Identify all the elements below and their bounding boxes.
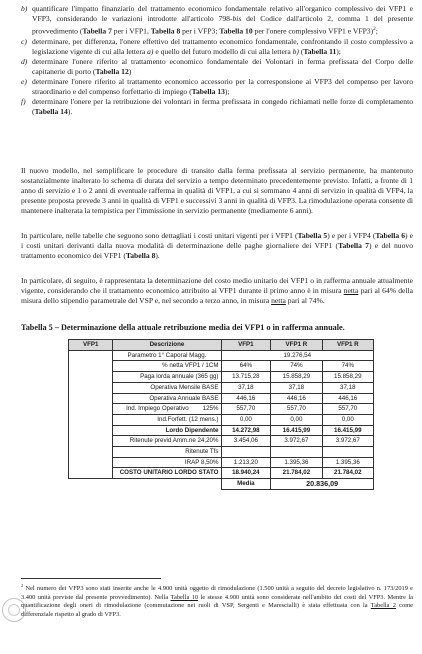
table-5 <box>68 339 374 490</box>
value-cell: 3.972,67 <box>322 436 373 447</box>
row-label-text: Ind.Forfett. (12 mens.) <box>157 415 219 423</box>
text-run: determinare l'onere riferito al trattamento economico fondamentale dei Volontari in ferma prefissata del Corpo delle capitanerie di porto ( <box>32 57 413 77</box>
row-label <box>113 457 221 468</box>
footnote-separator <box>21 578 161 579</box>
table-row <box>69 372 374 383</box>
text-run: 2 <box>373 26 376 33</box>
value-cell: 37,18 <box>322 382 373 393</box>
text-run: pari al 64% della misura dello stipendio parametrale del VSP e, nel secondo a terzo anno, in misura <box>21 286 413 306</box>
value-cell: 557,70 <box>322 404 373 415</box>
text-run: ). <box>155 251 160 261</box>
value-cell: 446,16 <box>221 393 271 404</box>
media-label: Media <box>221 479 271 490</box>
value-cell: 0,00 <box>221 414 271 425</box>
table-row <box>69 350 374 361</box>
row-label-text: Ind. Impiego Operativo <box>126 405 189 413</box>
text-run: ); <box>224 87 230 97</box>
value-cell: 21.784,02 <box>271 468 322 479</box>
text-run: ); <box>336 46 341 56</box>
text-run: e quello del futuro modello di cui alla lettera <box>153 46 293 56</box>
value-cell: 16.415,99 <box>322 425 373 436</box>
value-cell: 18.940,24 <box>221 468 271 479</box>
row-label-text: % netta VFP1 / 1CM <box>162 362 219 370</box>
text-run: ; <box>375 26 378 36</box>
value-cell: 21.784,02 <box>322 468 373 479</box>
table-row <box>69 361 374 372</box>
value-cell: 0,00 <box>322 414 373 425</box>
header-vfp1r-b: VFP1 R <box>322 340 373 351</box>
value-cell: 3.454,06 <box>221 436 271 447</box>
text-run: Tabella 7 <box>338 241 369 251</box>
text-run: per i VFP3; <box>180 26 220 36</box>
seal-stamp <box>2 598 26 622</box>
table-row <box>69 468 374 479</box>
paragraph-tables-detail <box>21 231 413 261</box>
list-item <box>21 57 413 77</box>
text-run: Tabella 14 <box>34 107 68 117</box>
media-value: 20.836,09 <box>271 479 374 490</box>
list-marker: f) <box>21 97 26 107</box>
value-cell: 15.858,29 <box>322 372 373 383</box>
value-cell: 557,70 <box>271 404 322 415</box>
row-label <box>113 447 221 458</box>
objectives-list <box>21 4 413 118</box>
value-cell: 37,18 <box>221 382 271 393</box>
text-run: del Codice dall'articolo 2, comma 1 del presente provvedimento ( <box>32 14 413 36</box>
text-run: Tabella 10 <box>170 593 199 601</box>
empty-cell <box>69 479 113 490</box>
value-cell: 557,70 <box>221 404 271 415</box>
row-label <box>113 393 221 404</box>
text-run: Tabella 8 <box>125 251 156 261</box>
row-label <box>113 350 221 361</box>
row-label <box>113 425 221 436</box>
text-run: b) <box>292 46 299 56</box>
table-row <box>69 447 374 458</box>
value-cell: 1.213,20 <box>221 457 271 468</box>
text-run: netta <box>271 296 286 306</box>
text-run: determinare l'onere per la retribuzione dei volontari in ferma prefissata in congedo richiamati nelle forze di completamento ( <box>32 97 413 117</box>
list-item <box>21 77 413 97</box>
text-run: a) <box>147 46 154 56</box>
text-run: Il nuovo modello, nel semplificare le procedure di transito dalla ferma prefissata al servizio permanente, ha mantenuto sostanzialmente inalterato lo schema di durata del servizio a tempo determinato precedentemente previsto. Infatti, a fronte di 1 anno di servizio e 1 o 2 anni di eventuale rafferma in qualità di VFP1, a cui si sommano 4 anni di servizio in qualità di VFP4, la presente proposta prevede 3 anni in qualità di VFP1 e successivi 3 anni in qualità di VFP3. La rimodulazione operata consente di mantenere inalterata la tempistica per l'immissione in servizio permanente (mediamente 6 anni). <box>21 166 413 216</box>
row-label-text: Ritenute previd Amm.ne 24,20% <box>129 437 219 445</box>
header-vfp1-group: VFP1 <box>69 340 113 351</box>
list-marker: d) <box>21 57 28 66</box>
text-run: ). <box>67 107 73 117</box>
text-run: ) e del nuovo trattamento economico dei VFP1 ( <box>21 241 413 261</box>
table-row <box>69 404 374 415</box>
text-run: 2 <box>21 583 24 588</box>
header-descrizione: Descrizione <box>113 340 221 351</box>
text-run: Tabella 6 <box>375 231 405 240</box>
row-label-text: Lordo Dipendente <box>165 426 219 434</box>
row-label-text: Operativa Mensile BASE <box>150 383 219 391</box>
table-row <box>69 457 374 468</box>
value-cell: 13.715,28 <box>221 372 271 383</box>
text-run: Tabella 11 <box>303 46 337 56</box>
value-cell: 446,16 <box>271 393 322 404</box>
text-run: quantificare l'impatto finanziario del trattamento economico fondamentale relativo all'organico complessivo dei VFP1 e VFP3, considerando le variazioni introdotte all'articolo 798- <box>32 4 413 24</box>
value-cell: 446,16 <box>322 393 373 404</box>
text-run: pari al 74%. <box>285 296 325 306</box>
text-run: Nel numero dei VFP3 sono stati inserite anche le 4.900 unità oggetto di rimodulazione (1.500 unità a seguito del decreto legislativo n. 173/2019 e 3.400 unità previste dal presente provvedimento). Nella <box>21 585 413 601</box>
text-run: Tabella 2 <box>370 602 396 610</box>
value-cell <box>221 447 271 458</box>
row-label <box>113 382 221 393</box>
list-item <box>21 37 413 57</box>
value-cell: 74% <box>271 361 322 372</box>
value-cell: 0,00 <box>271 414 322 425</box>
row-label-text: Paga lorda annuale (365 gg) <box>140 373 219 381</box>
value-cell: 37,18 <box>271 382 322 393</box>
row-label <box>113 361 221 372</box>
table-row <box>69 414 374 425</box>
list-item <box>21 4 413 37</box>
text-run: Tabella 10 <box>219 26 253 36</box>
text-run: In particolare, nelle tabelle che seguono sono dettagliati i costi unitari vigenti per i VFP1 ( <box>21 231 298 240</box>
row-label <box>113 436 221 447</box>
text-run: ) e i costi unitari derivanti dalla nuova modalità di determinazione delle paghe giornaliere dei VFP1 ( <box>21 231 413 251</box>
value-cell: 3.972,67 <box>271 436 322 447</box>
text-run: Tabella 13 <box>191 87 225 97</box>
text-run: ) <box>128 67 132 77</box>
merged-value-cell: 19.276,54 <box>221 350 374 361</box>
table-header-row <box>69 340 374 351</box>
list-item <box>21 97 413 117</box>
value-cell: 1.395,36 <box>322 457 373 468</box>
text-run: ) e per i VFP4 ( <box>327 231 376 240</box>
value-cell: 16.415,99 <box>271 425 322 436</box>
header-vfp1: VFP1 <box>221 340 271 351</box>
text-run: come differenziale rispetto al grado di VFP3. <box>21 602 414 618</box>
text-run: Tabella 12 <box>95 67 129 77</box>
row-label-text: IRAP 8,50% <box>184 458 219 466</box>
row-label-text: Operativa Annuale BASE <box>149 394 219 402</box>
text-run: netta <box>343 286 359 296</box>
row-label-percent: 125% <box>202 405 219 413</box>
row-label <box>113 468 221 479</box>
value-cell <box>271 447 322 458</box>
media-row <box>69 479 374 490</box>
row-label-text: COSTO UNITARIO LORDO STATO <box>119 469 219 477</box>
text-run: Tabella 7 <box>82 26 112 36</box>
table-row <box>69 393 374 404</box>
text-run: le stesse 4.900 unità sono considerate nell'ambito dei costi del VFP3. Mentre la quantificazione degli oneri di rimodulazione (commutazione nei ruoli di VSP, Sergenti e Marescialli) è stata effettuata con la <box>21 593 414 610</box>
value-cell <box>322 447 373 458</box>
value-cell: 1.395,36 <box>271 457 322 468</box>
table-row <box>69 425 374 436</box>
text-run: bis <box>232 14 242 24</box>
paragraph-new-model <box>21 166 413 216</box>
value-cell: 14.272,98 <box>221 425 271 436</box>
row-label <box>113 414 221 425</box>
row-label-text: Parametro 1° Caporal Magg. <box>127 351 207 359</box>
text-run: determinare, per differenza, l'onere effettivo del trattamento economico fondamentale, confrontando il costo complessivo a legislazione vigente di cui alla lettera <box>32 36 413 56</box>
value-cell: 15.858,29 <box>271 372 322 383</box>
text-run: In particolare, di seguito, è rappresentata la determinazione del costo medio unitario dei VFP1 o in rafferma annuale attualmente vigente, considerando che il trattamento economico attribuito ai VFP1 durante il primo anno è in misura <box>21 276 413 296</box>
header-vfp1r-a: VFP1 R <box>271 340 322 351</box>
table-title: Tabella 5 – Determinazione della attuale retribuzione media dei VFP1 o in rafferma annuale. <box>21 323 345 332</box>
value-cell: 64% <box>221 361 271 372</box>
list-marker: c) <box>21 36 27 46</box>
empty-cell <box>113 479 221 490</box>
text-run: per i VFP1, <box>111 26 151 36</box>
footnote <box>21 582 413 620</box>
table-row <box>69 382 374 393</box>
row-label <box>113 404 221 415</box>
value-cell: 74% <box>322 361 373 372</box>
row-label <box>113 372 221 383</box>
table-row <box>69 436 374 447</box>
list-marker: e) <box>21 77 27 87</box>
text-run: Tabella 5 <box>297 231 328 240</box>
text-run: determinare l'onere riferito al trattamento economico accessorio per la corresponsione ai VFP3 del compenso per lavoro straordinario e del compenso forfettario di impiego ( <box>32 77 413 97</box>
text-run: ( <box>298 46 304 56</box>
text-run: Tabella 8 <box>150 26 181 36</box>
list-marker: b) <box>21 4 28 13</box>
text-run: per l'onere complessivo VFP1 e VFP3) <box>252 26 374 36</box>
paragraph-unit-cost <box>21 276 413 306</box>
group-cell <box>69 350 113 478</box>
row-label-text: Ritenute Tfs <box>185 448 219 456</box>
